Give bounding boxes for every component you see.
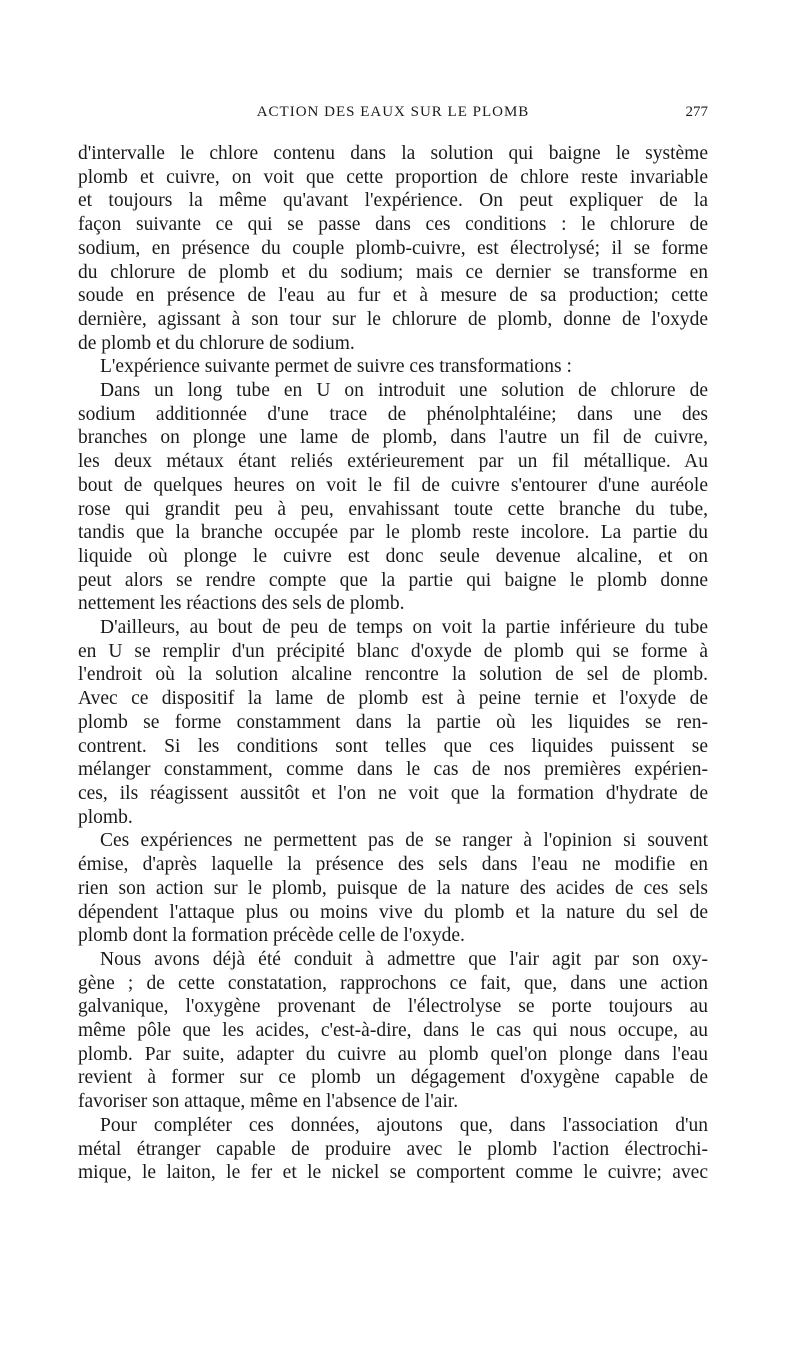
text-line: même pôle que les acides, c'est-à-dire, dans le cas qui nous occupe, au	[78, 1020, 708, 1042]
text-line: métal étranger capable de produire avec le plomb l'action électrochi-	[78, 1138, 708, 1160]
text-line: contrent. Si les conditions sont telles que ces liquides puissent se	[78, 735, 708, 757]
text-line: Dans un long tube en U on introduit une solution de chlorure de	[100, 380, 708, 402]
text-line: ces, ils réagissent aussitôt et l'on ne voit que la formation d'hydrate de	[78, 782, 708, 804]
text-line: revient à former sur ce plomb un dégagement d'oxygène capable de	[78, 1067, 708, 1089]
text-line: plomb.	[78, 806, 133, 828]
text-line: branches on plonge une lame de plomb, dans l'autre un fil de cuivre,	[78, 427, 708, 449]
paragraph	[78, 948, 708, 1114]
text-line: l'endroit où la solution alcaline rencontre la solution de sel de plomb.	[78, 664, 708, 686]
text-line: mélanger constamment, comme dans le cas de nos premières expérien-	[78, 759, 708, 781]
running-head	[78, 104, 708, 128]
text-line: mique, le laiton, le fer et le nickel se comportent comme le cuivre; avec	[78, 1162, 708, 1184]
text-line: plomb se forme constamment dans la partie où les liquides se ren-	[78, 711, 708, 733]
paragraph	[78, 1114, 708, 1185]
text-line: et toujours la même qu'avant l'expérience. On peut expliquer de la	[78, 190, 708, 212]
text-line: en U se remplir d'un précipité blanc d'oxyde de plomb qui se forme à	[78, 640, 708, 662]
text-line: émise, d'après laquelle la présence des sels dans l'eau ne modifie en	[78, 854, 708, 876]
paragraph	[78, 616, 708, 829]
text-line: d'intervalle le chlore contenu dans la solution qui baigne le système	[78, 143, 708, 164]
text-line: peut alors se rendre compte que la partie qui baigne le plomb donne	[78, 569, 708, 591]
text-line: de plomb et du chlorure de sodium.	[78, 332, 355, 354]
paragraph	[78, 142, 708, 355]
text-line: rien son action sur le plomb, puisque de la nature des acides de ces sels	[78, 877, 708, 899]
text-line: sodium, en présence du couple plomb-cuivre, est électrolysé; il se forme	[78, 237, 708, 259]
text-line: Pour compléter ces données, ajoutons que, dans l'association d'un	[100, 1114, 708, 1136]
text-line: Nous avons déjà été conduit à admettre que l'air agit par son oxy-	[100, 948, 708, 970]
running-title: ACTION DES EAUX SUR LE PLOMB	[256, 104, 530, 120]
text-line: dernière, agissant à son tour sur le chlorure de plomb, donne de l'oxyde	[78, 308, 708, 330]
text-line: bout de quelques heures on voit le fil de cuivre s'entourer d'une auréole	[78, 474, 708, 496]
text-line: plomb. Par suite, adapter du cuivre au plomb quel'on plonge dans l'eau	[78, 1043, 708, 1065]
text-line: favoriser son attaque, même en l'absence de l'air.	[78, 1091, 459, 1113]
text-line: galvanique, l'oxygène provenant de l'électrolyse se porte toujours au	[78, 996, 708, 1018]
text-line: Ces expériences ne permettent pas de se ranger à l'opinion si souvent	[100, 830, 708, 852]
paragraph	[78, 379, 708, 616]
text-line: gène ; de cette constatation, rapprochons ce fait, que, dans une action	[78, 972, 708, 994]
text-line: D'ailleurs, au bout de peu de temps on voit la partie inférieure du tube	[100, 617, 708, 639]
text-line: sodium additionnée d'une trace de phénolphtaléine; dans une des	[78, 403, 708, 425]
paragraph	[78, 829, 708, 948]
text-line: du chlorure de plomb et du sodium; mais ce dernier se transforme en	[78, 261, 708, 283]
text-line: plomb dont la formation précède celle de l'oxyde.	[78, 925, 465, 947]
text-line: dépendent l'attaque plus ou moins vive du plomb et la nature du sel de	[78, 901, 708, 923]
text-line: plomb et cuivre, on voit que cette proportion de chlore reste invariable	[78, 166, 708, 188]
text-line: liquide où plonge le cuivre est donc seule devenue alcaline, et on	[78, 545, 708, 567]
text-line: soude en présence de l'eau au fur et à mesure de sa production; cette	[78, 285, 708, 307]
text-line: façon suivante ce qui se passe dans ces conditions : le chlorure de	[78, 214, 708, 236]
text-line: L'expérience suivante permet de suivre ces transformations :	[100, 356, 572, 378]
text-line: tandis que la branche occupée par le plomb reste incolore. La partie du	[78, 522, 708, 544]
page-number: 277	[685, 104, 708, 120]
text-line: les deux métaux étant reliés extérieurement par un fil métallique. Au	[78, 451, 708, 473]
text-line: nettement les réactions des sels de plomb.	[78, 593, 405, 615]
text-line: rose qui grandit peu à peu, envahissant toute cette branche du tube,	[78, 498, 708, 520]
text-line: Avec ce dispositif la lame de plomb est à peine ternie et l'oxyde de	[78, 688, 708, 710]
paragraph	[78, 355, 708, 379]
body-text	[78, 142, 708, 1185]
